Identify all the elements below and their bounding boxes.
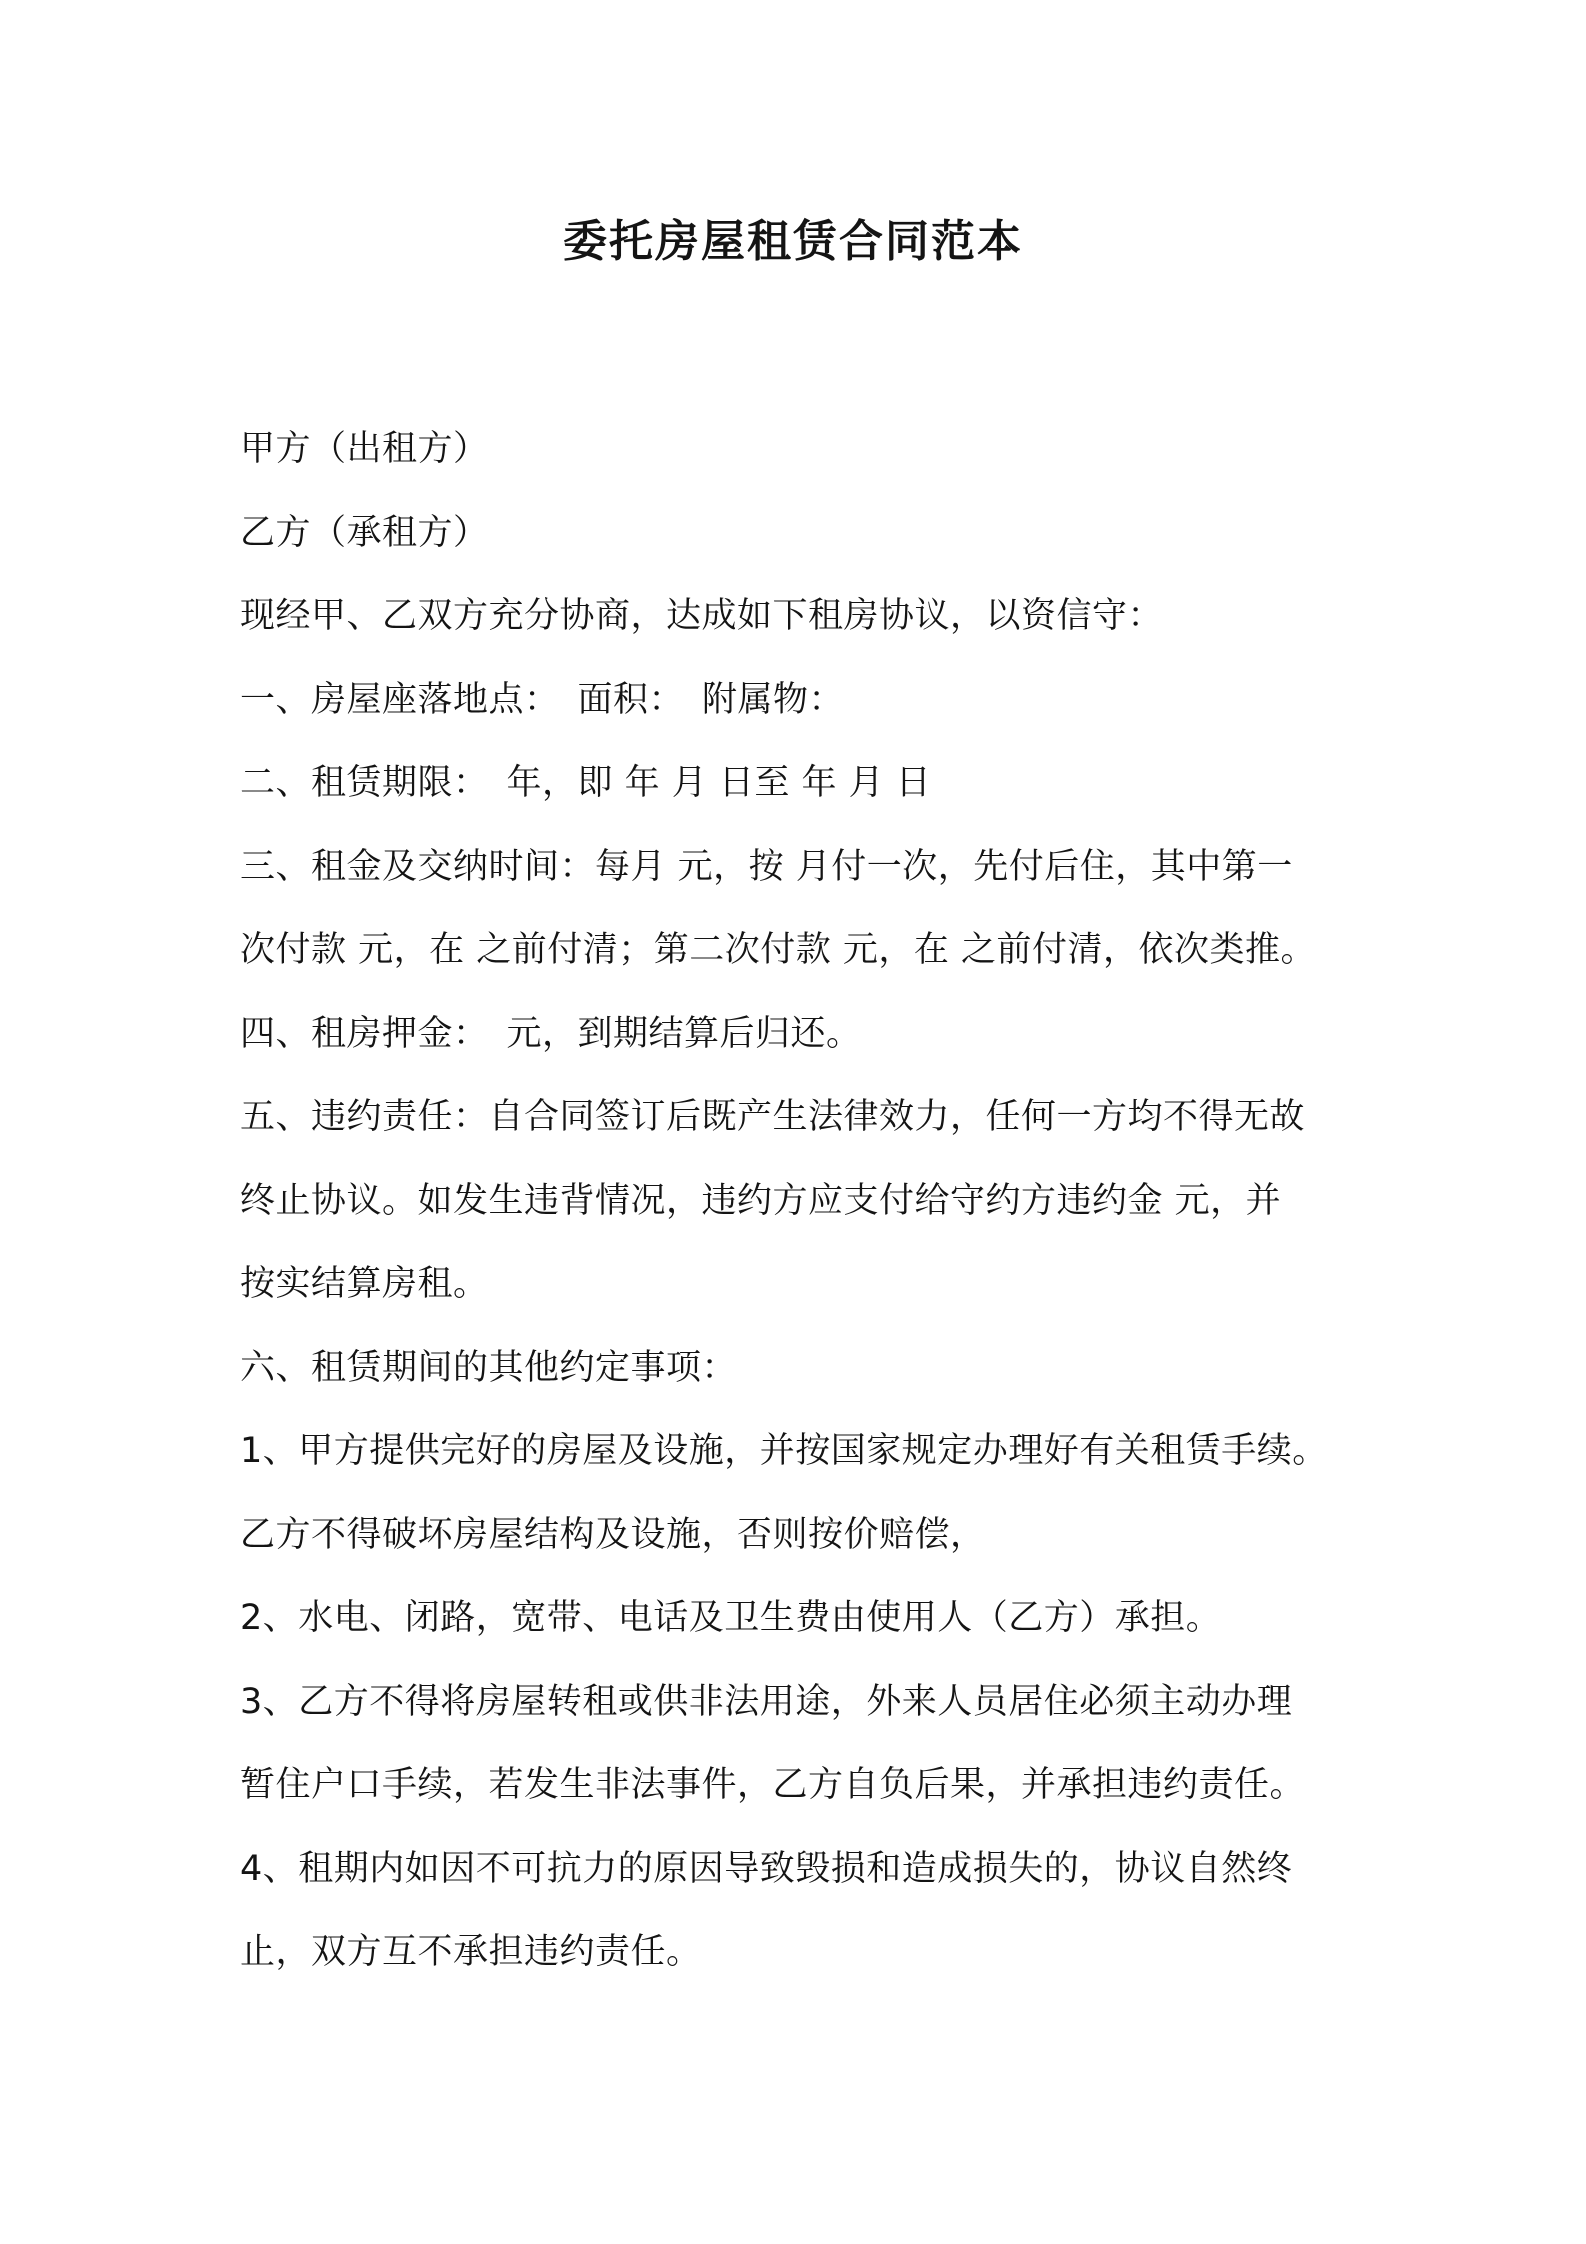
clause-5-liability-line-2: 终止协议。如发生违背情况，违约方应支付给守约方违约金 元，并	[240, 1180, 1282, 1221]
clause-3-rent-line-2: 次付款 元，在 之前付清；第二次付款 元，在 之前付清，依次类推。	[240, 930, 1317, 970]
document-body	[240, 408, 1380, 1995]
clause-2-term: 二、租赁期限： 年，即 年 月 日至 年 月 日	[240, 763, 932, 803]
clause-6-heading: 六、租赁期间的其他约定事项：	[240, 1347, 738, 1388]
item-3-line-1: 3、乙方不得将房屋转租或供非法用途，外来人员居住必须主动办理	[240, 1681, 1293, 1722]
party-b-line: 乙方（承租方）	[240, 512, 489, 553]
clause-1-location: 一、房屋座落地点： 面积： 附属物：	[240, 679, 845, 720]
item-2: 2、水电、闭路，宽带、电话及卫生费由使用人（乙方）承担。	[240, 1598, 1222, 1638]
agreement-intro: 现经甲、乙双方充分协商，达成如下租房协议，以资信守：	[240, 596, 1164, 636]
item-1-line-1: 1、甲方提供完好的房屋及设施，并按国家规定办理好有关租赁手续。	[240, 1431, 1328, 1471]
clause-5-liability-line-1: 五、违约责任：自合同签订后既产生法律效力，任何一方均不得无故	[240, 1097, 1306, 1137]
document-title: 委托房屋租赁合同范本	[563, 216, 1023, 267]
clause-5-liability-line-3: 按实结算房租。	[240, 1264, 489, 1304]
item-4-line-2: 止，双方互不承担违约责任。	[240, 1932, 702, 1972]
item-4-line-1: 4、租期内如因不可抗力的原因导致毁损和造成损失的，协议自然终	[240, 1848, 1293, 1889]
item-1-line-2: 乙方不得破坏房屋结构及设施，否则按价赔偿，	[240, 1514, 986, 1555]
clause-3-rent-line-1: 三、租金及交纳时间：每月 元，按 月付一次，先付后住，其中第一	[240, 846, 1293, 887]
clause-4-deposit: 四、租房押金： 元，到期结算后归还。	[240, 1013, 862, 1054]
item-3-line-2: 暂住户口手续，若发生非法事件，乙方自负后果，并承担违约责任。	[240, 1765, 1306, 1805]
party-a-line: 甲方（出租方）	[240, 429, 489, 469]
